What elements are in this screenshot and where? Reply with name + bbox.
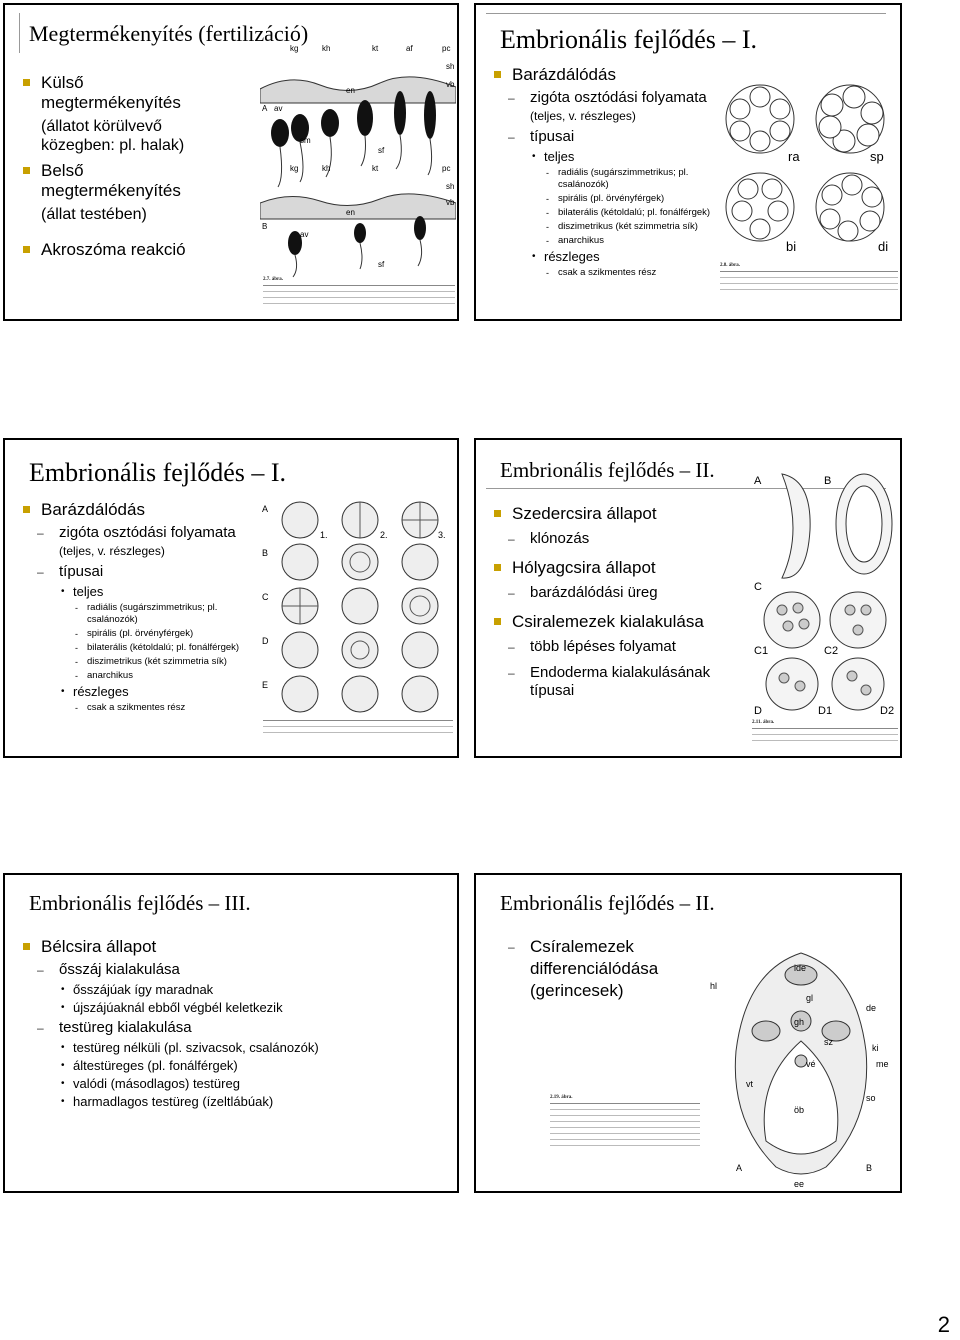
fig-label: sh xyxy=(446,62,455,71)
bullet-csiralemezek-diff: – Csíralemezek differenciálódása (gerincesek) xyxy=(492,936,672,1002)
bullet-barazdalodas: Barázdálódás xyxy=(21,500,261,520)
bullet-reszleges: • részleges xyxy=(492,249,732,265)
bullet-belso: Belső megtermékenyítés xyxy=(21,161,191,201)
fig-label: ide xyxy=(794,963,807,973)
fig-label: kg xyxy=(290,44,299,53)
fig-label: pc xyxy=(442,44,451,53)
fig-label: en xyxy=(346,208,355,217)
fig-label: A xyxy=(736,1163,743,1173)
slide-title: Embrionális fejlődés – III. xyxy=(29,891,251,915)
fig-label: vb xyxy=(446,198,455,207)
bullet-anarchikus: - anarchikus xyxy=(21,670,261,682)
fig-label: kt xyxy=(372,164,379,173)
fig-label: A xyxy=(262,104,268,113)
fig-label: ee xyxy=(794,1179,805,1189)
fig-label: B xyxy=(866,1163,873,1173)
fig-label: bi xyxy=(786,239,797,254)
bullet-klonozas: – klónozás xyxy=(492,530,742,548)
slide-bullets xyxy=(492,61,732,281)
bullet-bilateralis: - bilaterális (kétoldalú; pl. fonálférgek) xyxy=(492,207,732,219)
decor-line xyxy=(486,13,886,14)
acrosome-reaction-figure xyxy=(260,43,456,279)
fig-label: sh xyxy=(446,182,455,191)
bullet-barazdalodasi-ureg: – barázdálódási üreg xyxy=(492,584,742,602)
fig-label: sf xyxy=(378,146,385,155)
fig-label: vé xyxy=(806,1059,816,1069)
fig-label: hl xyxy=(710,981,718,991)
bullet-testureg: – testüreg kialakulása xyxy=(21,1019,421,1037)
fig-label: A xyxy=(754,475,762,487)
slide-bullets xyxy=(21,933,421,1112)
fig-label: E xyxy=(262,680,269,690)
fig-label: sp xyxy=(870,149,884,164)
fig-label: sm xyxy=(300,136,311,145)
bullet-teljes: • teljes xyxy=(21,584,261,600)
fig-label: C xyxy=(754,581,762,593)
fig-label: vt xyxy=(746,1079,754,1089)
fig-label: kh xyxy=(322,164,331,173)
bullet-szikmentes: - csak a szikmentes rész xyxy=(21,702,261,714)
slide-cleavage-1 xyxy=(474,3,902,321)
fig-label: de xyxy=(866,1003,877,1013)
slide-cleavage-2 xyxy=(3,438,459,758)
slide-title: Embrionális fejlődés – I. xyxy=(29,458,287,487)
bullet-kulso: Külső megtermékenyítés xyxy=(21,73,191,113)
fig-label: di xyxy=(878,239,889,254)
slide-bullets xyxy=(21,496,261,716)
bullet-akroszoma: Akroszóma reakció xyxy=(21,240,191,260)
fig-label: kg xyxy=(290,164,299,173)
slide-gastrula xyxy=(3,873,459,1193)
bullet-reszleges: • részleges xyxy=(21,684,261,700)
bullet-ujszajuak: • újszájúaknál ebből végbél keletkezik xyxy=(21,1000,421,1016)
bullet-szikmentes: - csak a szikmentes rész xyxy=(492,267,732,279)
bullet-holyagcsira: Hólyagcsira állapot xyxy=(492,558,742,578)
gastrulation-figure xyxy=(752,470,898,716)
bullet-anarchikus: - anarchikus xyxy=(492,235,732,247)
fig-label: vb xyxy=(446,80,455,89)
fig-label: af xyxy=(406,44,413,53)
bullet-zigota: – zigóta osztódási folyamata (teljes, v. részleges) xyxy=(492,89,732,125)
slide-bullets xyxy=(21,69,191,264)
fig-label: D xyxy=(754,705,762,716)
bullet-spiralis: - spirális (pl. örvényférgek) xyxy=(21,628,261,640)
slide-title: Embrionális fejlődés – II. xyxy=(500,891,715,915)
figure-caption: 2.7. ábra. xyxy=(263,277,455,317)
bullet-zigota: – zigóta osztódási folyamata (teljes, v. részleges) xyxy=(21,524,261,560)
fig-label: 3. xyxy=(438,530,446,540)
fig-label: me xyxy=(876,1059,889,1069)
fig-label: D xyxy=(262,636,269,646)
fig-label: en xyxy=(346,86,355,95)
bullet-valodi: • valódi (másodlagos) testüreg xyxy=(21,1076,421,1092)
slide-germ-layers xyxy=(474,873,902,1193)
cleavage-types-figure xyxy=(720,79,898,259)
fig-label: B xyxy=(262,222,268,231)
fig-label: av xyxy=(274,104,283,113)
slide-morula-blastula xyxy=(474,438,902,758)
fig-label: gh xyxy=(794,1017,805,1027)
bullet-radialis: - radiális (sugárszimmetrikus; pl. csalánozók) xyxy=(21,602,261,626)
fig-label: D1 xyxy=(818,705,833,716)
bullet-belcsira: Bélcsira állapot xyxy=(21,937,421,957)
bullet-endoderma: – Endoderma kialakulásának típusai xyxy=(492,664,742,700)
bullet-csiralemezek: Csiralemezek kialakulása xyxy=(492,612,742,632)
bullet-bilateralis: - bilaterális (kétoldalú; pl. fonálférgek) xyxy=(21,642,261,654)
bullet-spiralis: - spirális (pl. örvényférgek) xyxy=(492,193,732,205)
bullet-kulso-detail: (állatot körülvevő közegben: pl. halak) xyxy=(41,118,185,154)
bullet-diszimetrikus: - diszimetrikus (két szimmetria sík) xyxy=(21,656,261,668)
fig-label: av xyxy=(300,230,309,239)
figure-caption xyxy=(263,718,453,748)
slide-title: Embrionális fejlődés – II. xyxy=(500,458,715,482)
fig-label: ra xyxy=(788,149,800,164)
bullet-testureg-nelkuli: • testüreg nélküli (pl. szivacsok, csalánozók) xyxy=(21,1040,421,1056)
bullet-osszajuak: • ősszájúak így maradnak xyxy=(21,982,421,998)
figure-caption: 2.11. ábra. xyxy=(752,720,898,754)
page-number: 2 xyxy=(937,1312,950,1337)
fig-label: 2. xyxy=(380,530,388,540)
fig-label: so xyxy=(866,1093,876,1103)
bullet-barazdalodas: Barázdálódás xyxy=(492,65,732,85)
fig-label: C1 xyxy=(754,645,769,657)
fig-label: pc xyxy=(442,164,451,173)
bullet-diszimetrikus: - diszimetrikus (két szimmetria sík) xyxy=(492,221,732,233)
slide-bullets xyxy=(492,498,742,703)
bullet-osszaj: – ősszáj kialakulása xyxy=(21,961,421,979)
fig-label: B xyxy=(824,475,832,487)
fig-label: kh xyxy=(322,44,331,53)
slide-title: Megtermékenyítés (fertilizáció) xyxy=(29,21,309,46)
slide-bullets xyxy=(492,933,672,1005)
fig-label: C2 xyxy=(824,645,839,657)
fig-label: sz xyxy=(824,1037,833,1047)
fig-label: D2 xyxy=(880,705,895,716)
fig-label: ki xyxy=(872,1043,879,1053)
fig-label: C xyxy=(262,592,269,602)
bullet-belso-detail: (állat testében) xyxy=(41,206,147,223)
fig-label: 1. xyxy=(320,530,328,540)
figure-caption: 2.8. ábra. xyxy=(720,263,898,311)
bullet-altestureges: • áltestüreges (pl. fonálférgek) xyxy=(21,1058,421,1074)
fig-label: öb xyxy=(794,1105,805,1115)
decor-line xyxy=(19,13,20,53)
slide-title: Embrionális fejlődés – I. xyxy=(500,25,758,54)
figure-caption: 2.19. ábra. xyxy=(550,1095,700,1183)
bullet-harmadlagos: • harmadlagos testüreg (ízeltlábúak) xyxy=(21,1094,421,1110)
bullet-teljes: • teljes xyxy=(492,149,732,165)
vertebrate-embryo-figure xyxy=(706,941,896,1191)
fig-label: sf xyxy=(378,260,385,269)
fig-label: gl xyxy=(806,993,814,1003)
fig-label: B xyxy=(262,548,269,558)
cleavage-stages-figure xyxy=(260,498,455,716)
fig-label: A xyxy=(262,504,269,514)
bullet-tobb-lepeses: – több lépéses folyamat xyxy=(492,638,742,656)
bullet-szedercsira: Szedercsira állapot xyxy=(492,504,742,524)
bullet-radialis: - radiális (sugárszimmetrikus; pl. csalánozók) xyxy=(492,167,732,191)
bullet-tipusai: – típusai xyxy=(492,128,732,146)
bullet-tipusai: – típusai xyxy=(21,563,261,581)
fig-label: kt xyxy=(372,44,379,53)
slide-fertilization xyxy=(3,3,459,321)
